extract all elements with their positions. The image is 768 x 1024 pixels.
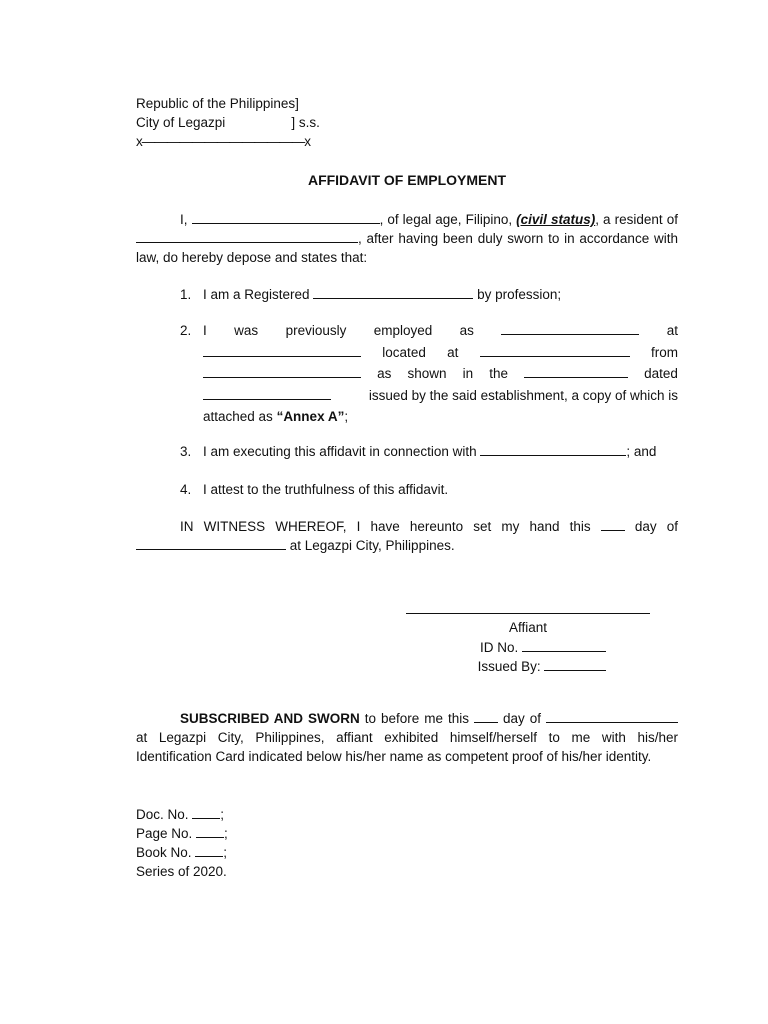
- intro-text-1: I,: [180, 212, 192, 227]
- subscribed-paragraph: [136, 709, 678, 766]
- item-2: [136, 321, 678, 428]
- item-2-word: previously: [285, 323, 347, 338]
- item-2-word: as: [377, 366, 392, 381]
- item-1-text-b: by profession;: [473, 287, 562, 302]
- header-divider: x—————————————x: [136, 134, 310, 149]
- item-2-word: the: [489, 366, 508, 381]
- item-2-word: shown: [407, 366, 447, 381]
- header-ss: ] s.s.: [291, 115, 320, 130]
- item-1-text-a: I am a Registered: [203, 287, 314, 302]
- affidavit-document: [136, 94, 678, 555]
- witness-text-a: IN WITNESS WHEREOF, I have hereunto set my hand this: [180, 519, 601, 534]
- item-2-word: as: [459, 323, 474, 338]
- page-no-semicolon: ;: [224, 826, 228, 841]
- item-2-word: attached as: [203, 409, 277, 424]
- item-4-number: 4.: [180, 482, 192, 497]
- item-2-word: located: [382, 344, 426, 360]
- position-blank[interactable]: [501, 321, 639, 335]
- employer-blank[interactable]: [203, 343, 361, 357]
- subscribed-day-blank[interactable]: [474, 709, 498, 723]
- affiant-signature-block: [406, 600, 650, 677]
- page-no-row: [136, 824, 228, 843]
- item-2-row-2: [203, 343, 678, 365]
- book-no-row: [136, 843, 228, 862]
- header-city-name: City of Legazpi: [136, 115, 226, 130]
- item-2-row-4: [203, 386, 678, 408]
- page-no-label: Page No.: [136, 826, 197, 841]
- document-blank[interactable]: [524, 364, 628, 378]
- civil-status-label: (civil status): [516, 212, 596, 227]
- item-2-word: at: [447, 344, 459, 360]
- book-no-semicolon: ;: [223, 845, 228, 860]
- issued-by-row: [406, 657, 650, 677]
- intro-paragraph: [136, 210, 678, 267]
- document-header: [136, 94, 678, 151]
- witness-text-b: day of: [624, 519, 679, 534]
- issued-by-label: Issued By:: [477, 659, 545, 674]
- id-number-blank[interactable]: [522, 638, 606, 652]
- item-2-word: from: [651, 344, 678, 360]
- doc-no-semicolon: ;: [220, 807, 225, 822]
- header-city: [136, 113, 678, 132]
- subscribed-text-b: day of: [497, 711, 546, 726]
- notarial-register: [136, 805, 228, 881]
- book-no-blank[interactable]: [195, 843, 223, 857]
- affiant-label: Affiant: [508, 620, 548, 635]
- item-2-word: was: [234, 323, 259, 338]
- location-blank[interactable]: [480, 343, 630, 357]
- item-2-word: in: [462, 366, 474, 381]
- witness-month-blank[interactable]: [136, 536, 286, 550]
- item-3: [136, 442, 678, 461]
- item-1-number: 1.: [180, 287, 192, 302]
- witness-text-c: at Legazpi City, Philippines.: [286, 538, 455, 553]
- purpose-blank[interactable]: [480, 442, 626, 456]
- item-2-word: issued by the said establishment, a copy of which is: [368, 387, 678, 403]
- book-no-label: Book No.: [136, 845, 196, 860]
- subscribed-text-c: at Legazpi City, Philippines, affiant exhibited himself/herself to me with his/her Identification Card indicated below his/her name as competent proof of his/her identity.: [136, 730, 678, 764]
- affiant-signature-line[interactable]: [406, 600, 650, 614]
- doc-no-label: Doc. No.: [136, 807, 193, 822]
- item-2-row-1: [203, 321, 678, 343]
- intro-text-3: , a resident of: [595, 212, 678, 227]
- witness-paragraph: [136, 517, 678, 555]
- item-4-text: I attest to the truthfulness of this affidavit.: [203, 482, 449, 497]
- intro-text-4: , after having been duly sworn to in accordance with law, do hereby depose and states that:: [136, 231, 678, 265]
- item-2-row-5: [203, 407, 678, 428]
- issued-by-blank[interactable]: [544, 657, 606, 671]
- item-2-word: dated: [644, 366, 678, 381]
- item-3-number: 3.: [180, 444, 192, 459]
- item-3-text-a: I am executing this affidavit in connection with: [203, 444, 481, 459]
- doc-no-row: [136, 805, 228, 824]
- item-4: [136, 480, 678, 499]
- item-2-word: ;: [344, 409, 349, 424]
- witness-day-blank[interactable]: [601, 517, 625, 531]
- item-2-row-3: [203, 364, 678, 386]
- item-1: [136, 285, 678, 304]
- header-republic: Republic of the Philippines]: [136, 96, 299, 111]
- name-blank[interactable]: [192, 210, 380, 224]
- id-number-label: ID No.: [479, 639, 522, 655]
- subscribed-label: SUBSCRIBED AND SWORN: [180, 711, 360, 726]
- document-title: AFFIDAVIT OF EMPLOYMENT: [307, 172, 507, 188]
- period-blank[interactable]: [203, 364, 361, 378]
- subscribed-month-blank[interactable]: [546, 709, 678, 723]
- item-2-number: 2.: [180, 323, 192, 338]
- page-no-blank[interactable]: [196, 824, 224, 838]
- profession-blank[interactable]: [313, 285, 473, 299]
- annex-label: “Annex A”: [276, 409, 345, 424]
- doc-no-blank[interactable]: [192, 805, 220, 819]
- intro-text-2: , of legal age, Filipino,: [379, 212, 517, 227]
- date-blank[interactable]: [203, 386, 331, 400]
- residence-blank[interactable]: [136, 229, 358, 243]
- item-2-word: I: [203, 323, 207, 338]
- item-2-word: at: [666, 323, 678, 338]
- item-2-word: employed: [373, 323, 433, 338]
- id-number-row: [406, 638, 650, 658]
- series-row: Series of 2020.: [136, 864, 227, 879]
- item-3-text-b: ; and: [626, 444, 657, 459]
- subscribed-text-a: to before me this: [359, 711, 474, 726]
